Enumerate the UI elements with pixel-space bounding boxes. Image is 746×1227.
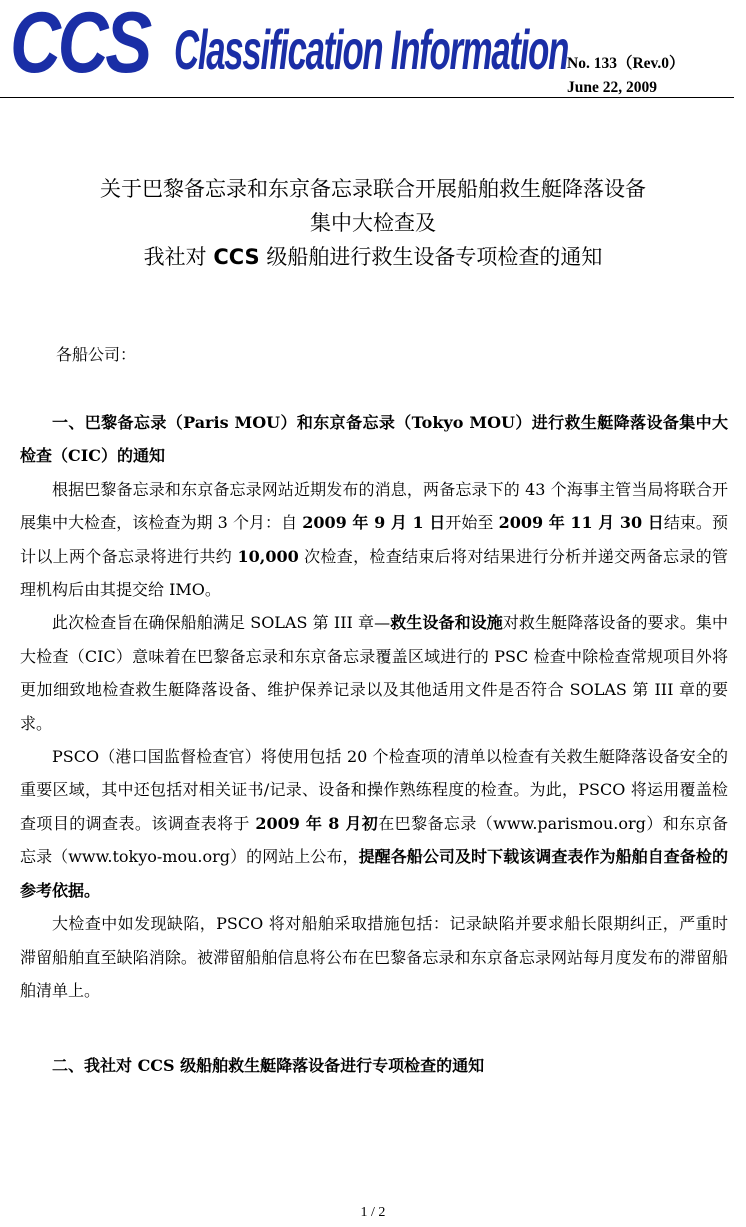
- title-line-1: 关于巴黎备忘录和东京备忘录联合开展船舶救生艇降落设备: [100, 177, 646, 201]
- notice-title: [0, 172, 746, 274]
- title-line-2: 集中大检查及: [310, 211, 436, 235]
- paragraph-1: 根据巴黎备忘录和东京备忘录网站近期发布的消息，两备忘录下的 43 个海事主管当局将联合开展集中大检查，该检查为期 3 个月：自 2009 年 9 月 1 日开始至 2009 年 11 月 30 日结束。预计以上两个备忘录将进行共约 10,000 次检查，检查结束后将对结果进行分析并递交两备忘录的管理机构后由其提交给 IMO。: [20, 479, 728, 600]
- section-2-heading: 二、我社对 CCS 级船舶救生艇降落设备进行专项检查的通知: [52, 1056, 485, 1076]
- addressee: 各船公司：: [56, 345, 137, 364]
- paragraph-2: 此次检查旨在确保船舶满足 SOLAS 第 III 章—救生设备和设施对救生艇降落设备的要求。集中大检查（CIC）意味着在巴黎备忘录和东京备忘录覆盖区域进行的 PSC 检查中除检查常规项目外将更加细致地检查救生艇降落设备、维护保养记录以及其他适用文件是否符合 SOLAS 第 III 章的要求。: [20, 613, 728, 733]
- page-number: 1 / 2: [360, 1205, 386, 1220]
- paragraph-3: PSCO（港口国监督检查官）将使用包括 20 个检查项的清单以检查有关救生艇降落设备安全的重要区域，其中还包括对相关证书/记录、设备和操作熟练程度的检查。为此，PSCO 将运用覆盖检查项目的调查表。该调查表将于 2009 年 8 月初在巴黎备忘录（www.parismou.org）和东京备忘录（www.tokyo-mou.org）的网站上公布，提醒各船公司及时下载该调查表作为船舶自查备检的参考依据。: [20, 747, 728, 900]
- header-divider: [0, 97, 734, 98]
- document-header: [0, 0, 746, 100]
- document-body: [20, 406, 728, 1083]
- document-number: No. 133（Rev.0）: [567, 55, 685, 72]
- ccs-logo: CCS: [10, 0, 150, 91]
- document-meta: [567, 52, 685, 100]
- publication-title: Classification Information: [174, 18, 569, 81]
- section-1-heading: 一、巴黎备忘录（Paris MOU）和东京备忘录（Tokyo MOU）进行救生艇降落设备集中大检查（CIC）的通知: [20, 413, 728, 466]
- paragraph-4: 大检查中如发现缺陷，PSCO 将对船舶采取措施包括：记录缺陷并要求船长限期纠正，严重时滞留船舶直至缺陷消除。被滞留船舶信息将公布在巴黎备忘录和东京备忘录网站每月度发布的滞留船舶清单上。: [20, 914, 728, 1000]
- title-line-3: 我社对 CCS 级船舶进行救生设备专项检查的通知: [143, 245, 603, 269]
- document-date: June 22, 2009: [567, 79, 657, 96]
